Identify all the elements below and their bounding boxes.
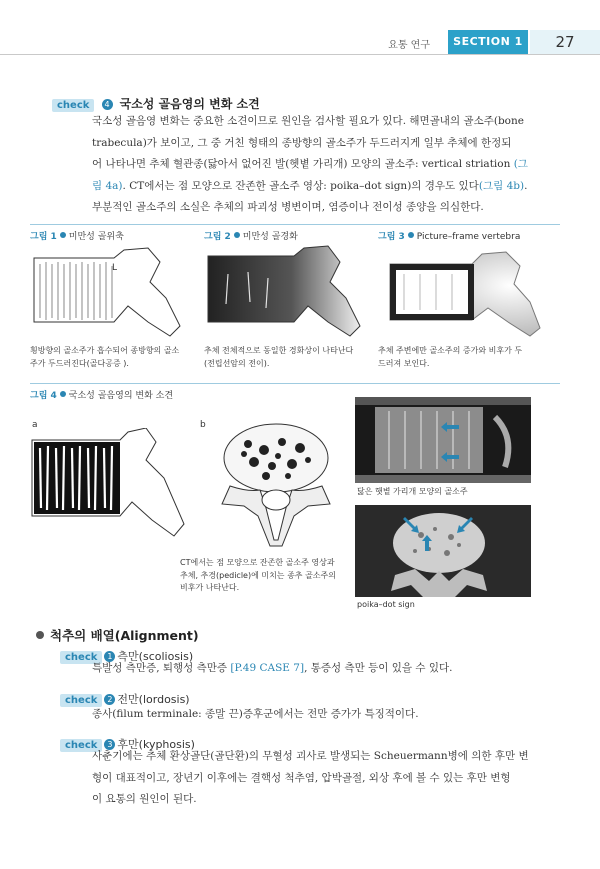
text-line: 국소성 골음영 변화는 중요한 소견이므로 원인을 검사할 필요가 있다. 해면골내의 골소주(bone <box>92 115 524 127</box>
item-number: 4 <box>102 99 113 110</box>
fig4a-letter: a <box>32 420 38 430</box>
divider <box>30 383 560 384</box>
ct-image-axial <box>355 505 531 597</box>
fig4b-ct-drawing <box>208 420 344 556</box>
running-title: 요통 연구 <box>388 40 430 51</box>
case-ref-link[interactable]: [P.49 CASE 7] <box>230 662 305 674</box>
page-number: 27 <box>530 30 600 54</box>
alignment-item-2-text: 종사(filum terminale: 종말 끈)증후군에서는 전만 증가가 특징적이다. <box>92 708 419 720</box>
fig4-label: 그림 4 국소성 골음영의 변화 소견 <box>30 391 174 401</box>
fig-ref[interactable]: 림 4a) <box>92 179 123 192</box>
alignment-heading: 척추의 배열(Alignment) <box>36 625 199 644</box>
sec4-title: 국소성 골음영의 변화 소견 <box>119 97 260 111</box>
alignment-item-3-heading: check 3 후만(kyphosis) <box>60 733 195 752</box>
alignment-item-1-text: 특발성 측만증, 퇴행성 측만증 [P.49 CASE 7], 통증성 측만 등이 있을 수 있다. <box>92 662 453 674</box>
text-line: 어 나타나면 추체 혈관종(닳아서 없어진 발(헷볕 가리개) 모양의 골소주: vertical striation (그 <box>92 158 528 170</box>
alignment-item-2-heading: check 2 전만(lordosis) <box>60 688 190 707</box>
text-line: trabecula)가 보이고, 그 중 거친 형태의 종방향의 골소주가 두드러지게 일부 추체에 한정되 <box>92 136 512 149</box>
ct2-caption: poika–dot sign <box>357 600 415 609</box>
section-badge: SECTION 1 <box>448 30 528 54</box>
fig3-caption: 추체 주변에만 골소주의 증가와 비후가 두 드러져 보인다. <box>378 346 523 368</box>
fig2-label: 그림 2 미만성 골경화 <box>204 232 298 242</box>
fig4a-vertebra-drawing <box>28 428 198 542</box>
fig3-vertebra-drawing <box>380 244 560 340</box>
divider <box>30 224 560 225</box>
fig1-label: 그림 1 미만성 골위축 <box>30 232 124 242</box>
fig4b-letter: b <box>200 420 206 430</box>
alignment-item-1-heading: check 1 측만(scoliosis) <box>60 645 193 664</box>
alignment-item-3-text: 사춘기에는 추체 환상골단(골단환)의 무혈성 괴사로 발생되는 Scheuermann병에 의한 후만 변 형이 대표적이고, 장년기 이후에는 결핵성 척추염, 압박골절, 외상 후에 볼 수 있는 후만 변형 이 요통의 원인이 된다. <box>92 750 529 805</box>
text-line: 림 4a). CT에서는 점 모양으로 잔존한 골소주 영상: poika–dot sign)의 경우도 있다(그림 4b). <box>92 179 528 192</box>
ct-image-sagittal <box>355 397 531 483</box>
text-line: 부분적인 골소주의 소실은 추체의 파괴성 병변이며, 염증이나 전이성 종양을 의심한다. <box>92 201 484 213</box>
fig1-caption: 횡방향의 골소주가 흡수되어 종방향의 골소 주가 두드러진다(골다공증 ). <box>30 346 180 368</box>
fig4b-caption: CT에서는 점 모양으로 잔존한 골소주 영상과 추체, 추경(pedicle)에 미치는 종추 골소주의 비후가 나타난다. <box>180 558 336 592</box>
sec4-body <box>92 111 528 219</box>
fig-ref[interactable]: (그림 4b) <box>478 179 525 192</box>
fig-ref[interactable]: (그 <box>513 158 528 170</box>
sec4-heading <box>52 93 260 112</box>
bullet-icon <box>36 631 44 639</box>
fig3-label: 그림 3 Picture–frame vertebra <box>378 232 521 242</box>
fig2-vertebra-drawing <box>204 244 364 340</box>
check-badge: check <box>52 99 94 112</box>
fig2-caption: 추체 전체적으로 동일한 경화상이 나타난다 (전립선암의 전이). <box>204 346 354 368</box>
header-rule <box>0 54 600 55</box>
fig1-vertebra-drawing <box>28 244 188 340</box>
ct1-caption: 닳은 햇볕 가리개 모양의 골소주 <box>357 487 468 496</box>
fig1-tag: L <box>112 263 118 273</box>
